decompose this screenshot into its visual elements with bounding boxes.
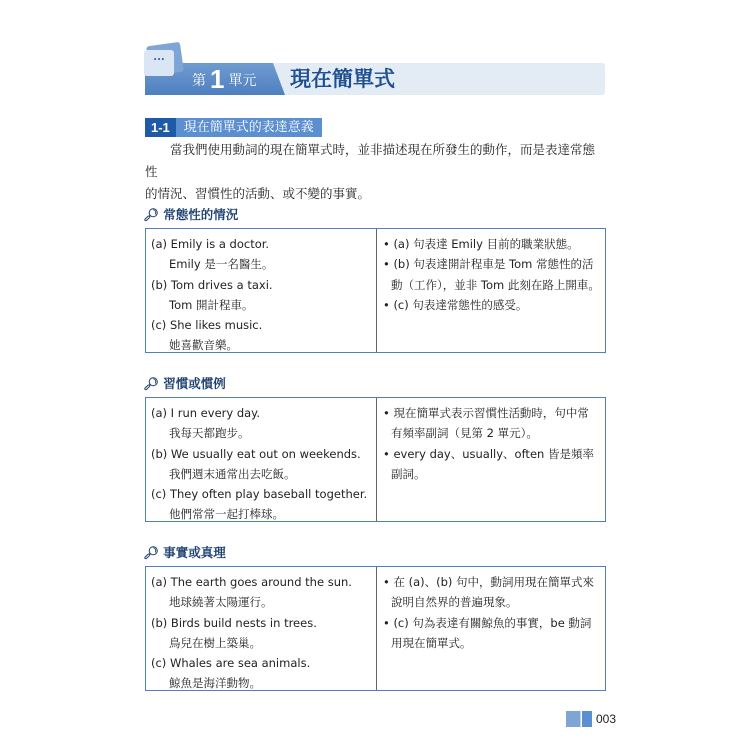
- chapter-unit-label: [192, 65, 256, 95]
- notes-column: [377, 567, 605, 690]
- example-sentence: (a) The earth goes around the sun.: [151, 575, 352, 589]
- section-title: 現在簡單式的表達意義: [176, 118, 322, 137]
- example-translation: Tom 開計程車。: [169, 297, 254, 312]
- note-item: • (b) 句表達開計程車是 Tom 常態性的活動（工作），並非 Tom 此刻在路上開車。: [383, 257, 600, 292]
- example-table: [145, 228, 606, 353]
- example-translation: 地球繞著太陽運行。: [169, 595, 273, 610]
- magnifier-icon: 🔎︎: [143, 545, 159, 560]
- section-number: 1-1: [145, 118, 176, 137]
- example-translation: 我每天都跑步。: [169, 426, 250, 441]
- example-sentence: (b) Tom drives a taxi.: [151, 277, 273, 292]
- example-sentence: (a) Emily is a doctor.: [151, 237, 270, 251]
- magnifier-icon: 🔎︎: [143, 207, 159, 222]
- example-sentence: (c) Whales are sea animals.: [151, 656, 311, 671]
- magnifier-icon: 🔎︎: [143, 376, 159, 391]
- block-heading: [143, 543, 226, 561]
- example-translation: 她喜歡音樂。: [169, 338, 238, 353]
- page-footer: [566, 711, 616, 727]
- note-item: • 現在簡單式表示習慣性活動時，句中常有頻率副詞（見第 2 單元）。: [383, 406, 589, 441]
- example-sentence: (b) Birds build nests in trees.: [151, 615, 317, 630]
- block-heading-text: 常態性的情況: [163, 207, 239, 222]
- unit-suffix: 單元: [228, 73, 257, 89]
- example-sentence: (c) They often play baseball together.: [151, 487, 368, 502]
- example-table: [145, 566, 606, 691]
- book-icon: [566, 711, 592, 727]
- example-translation: 鯨魚是海洋動物。: [169, 676, 261, 691]
- block-heading: [143, 374, 226, 392]
- example-sentence: (b) We usually eat out on weekends.: [151, 446, 361, 461]
- example-sentence: (c) She likes music.: [151, 318, 263, 333]
- note-item: • every day、usually、often 皆是頻率副詞。: [383, 446, 594, 481]
- note-item: • (c) 句為表達有關鯨魚的事實，be 動詞用現在簡單式。: [383, 615, 592, 650]
- example-sentence: (a) I run every day.: [151, 406, 260, 420]
- block-heading-text: 習慣或慣例: [163, 376, 226, 391]
- example-translation: 我們週末通常出去吃飯。: [169, 466, 296, 481]
- note-item: • (a) 句表達 Emily 目前的職業狀態。: [383, 237, 579, 251]
- examples-column: [146, 229, 377, 352]
- block-heading: [143, 205, 238, 223]
- intro-line: 當我們使用動詞的現在簡單式時，並非描述現在所發生的動作，而是表達常態性: [145, 142, 596, 179]
- intro-paragraph: [145, 139, 607, 205]
- page-number: 003: [596, 712, 617, 726]
- note-item: • 在 (a)、(b) 句中，動詞用現在簡單式來說明自然界的普遍現象。: [383, 575, 595, 610]
- example-translation: 他們常常一起打棒球。: [169, 507, 284, 522]
- notes-column: [377, 398, 605, 521]
- unit-number: 1: [210, 64, 225, 94]
- block-heading-text: 事實或真理: [163, 545, 226, 560]
- chat-dots-icon: ...: [144, 50, 174, 76]
- example-translation: Emily 是一名醫生。: [169, 257, 274, 272]
- unit-prefix: 第: [192, 73, 206, 89]
- example-translation: 鳥兒在樹上築巢。: [169, 635, 261, 650]
- examples-column: [146, 398, 377, 521]
- section-heading: [145, 118, 322, 137]
- example-table: [145, 397, 606, 522]
- intro-line: 的情況、習慣性的活動、或不變的事實。: [145, 186, 371, 201]
- notes-column: [377, 229, 605, 352]
- chapter-title: 現在簡單式: [290, 67, 395, 91]
- examples-column: [146, 567, 377, 690]
- note-item: • (c) 句表達常態性的感受。: [383, 297, 528, 312]
